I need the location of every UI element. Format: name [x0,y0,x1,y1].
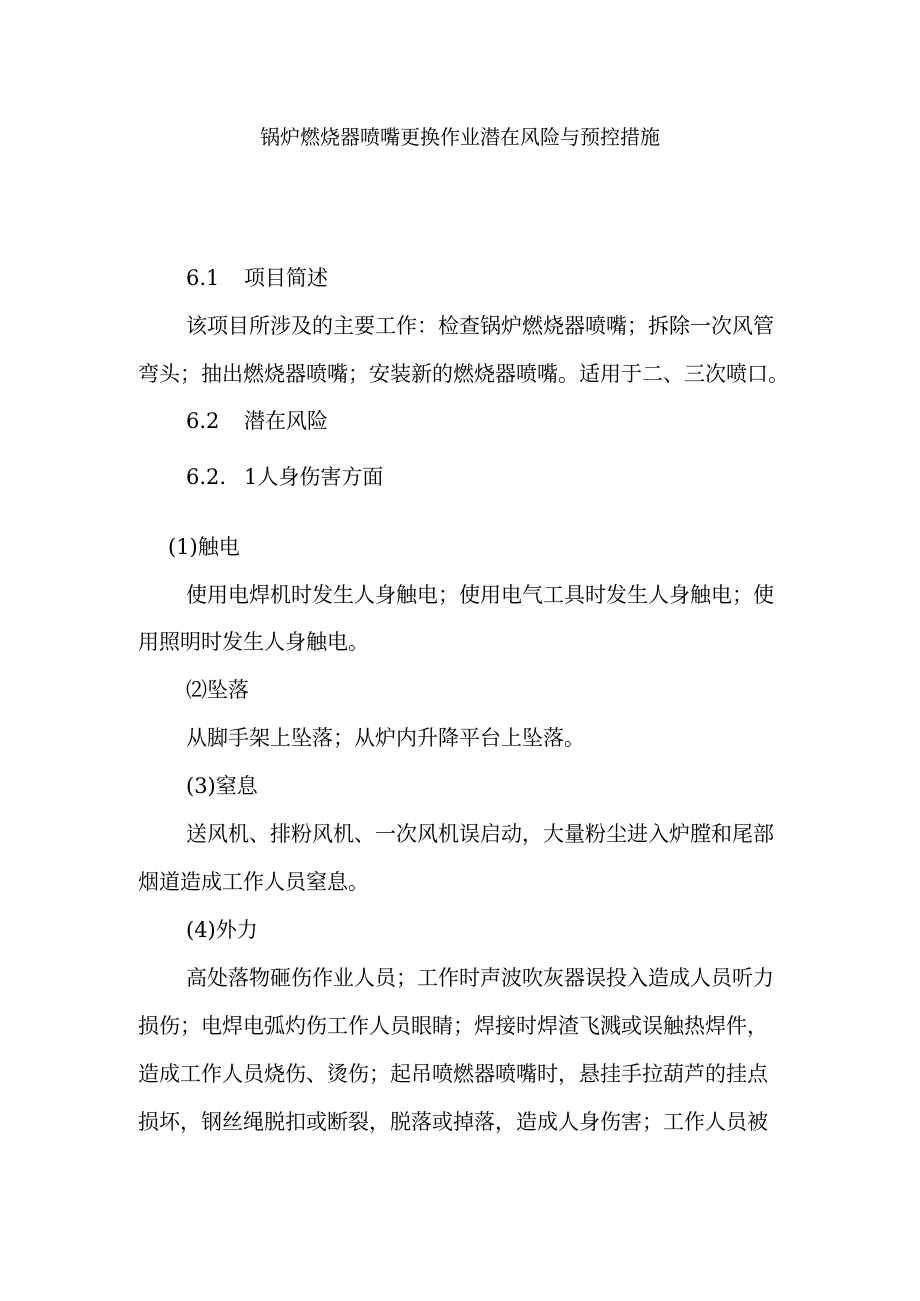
paragraph-line: 送风机、排粉风机、一次风机误启动，大量粉尘进入炉膛和尾部 [186,822,774,846]
paragraph-line: 使用电焊机时发生人身触电；使用电气工具时发生人身触电；使 [186,583,774,607]
document-title: 锅炉燃烧器喷嘴更换作业潜在风险与预控措施 [260,125,660,149]
item-label-electric-shock: (1)触电 [168,535,240,559]
paragraph-line: 造成工作人员烧伤、烫伤；起吊喷燃器喷嘴时，悬挂手拉葫芦的挂点 [138,1062,768,1086]
section-number: 6.2. [186,465,227,489]
section-number: 6.1 [186,266,220,290]
item-label-external-force: (4)外力 [186,918,258,942]
section-title: 1人身伤害方面 [244,465,384,489]
section-title: 潜在风险 [244,409,328,433]
section-heading-6-2-1 [186,467,383,488]
paragraph-line: 该项目所涉及的主要工作：检查锅炉燃烧器喷嘴；拆除一次风管 [186,314,774,338]
paragraph-line: 损坏，钢丝绳脱扣或断裂，脱落或掉落，造成人身伤害；工作人员被 [138,1110,768,1134]
paragraph-line: 弯头；抽出燃烧器喷嘴；安装新的燃烧器喷嘴。适用于二、三次喷口。 [138,362,789,386]
paragraph-line: 用照明时发生人身触电。 [138,630,369,654]
section-number: 6.2 [186,409,220,433]
section-heading-6-1 [186,268,328,289]
section-title: 项目简述 [244,266,328,290]
item-label-suffocation: (3)窒息 [186,774,258,798]
paragraph-line: 从脚手架上坠落；从炉内升降平台上坠落。 [186,726,585,750]
section-heading-6-2 [186,411,328,432]
paragraph-line: 烟道造成工作人员窒息。 [138,870,369,894]
item-label-fall: ⑵坠落 [186,678,249,702]
paragraph-line: 高处落物砸伤作业人员；工作时声波吹灰器误投入造成人员听力 [186,966,774,990]
paragraph-line: 损伤；电焊电弧灼伤工作人员眼睛；焊接时焊渣飞溅或误触热焊件， [138,1014,768,1038]
